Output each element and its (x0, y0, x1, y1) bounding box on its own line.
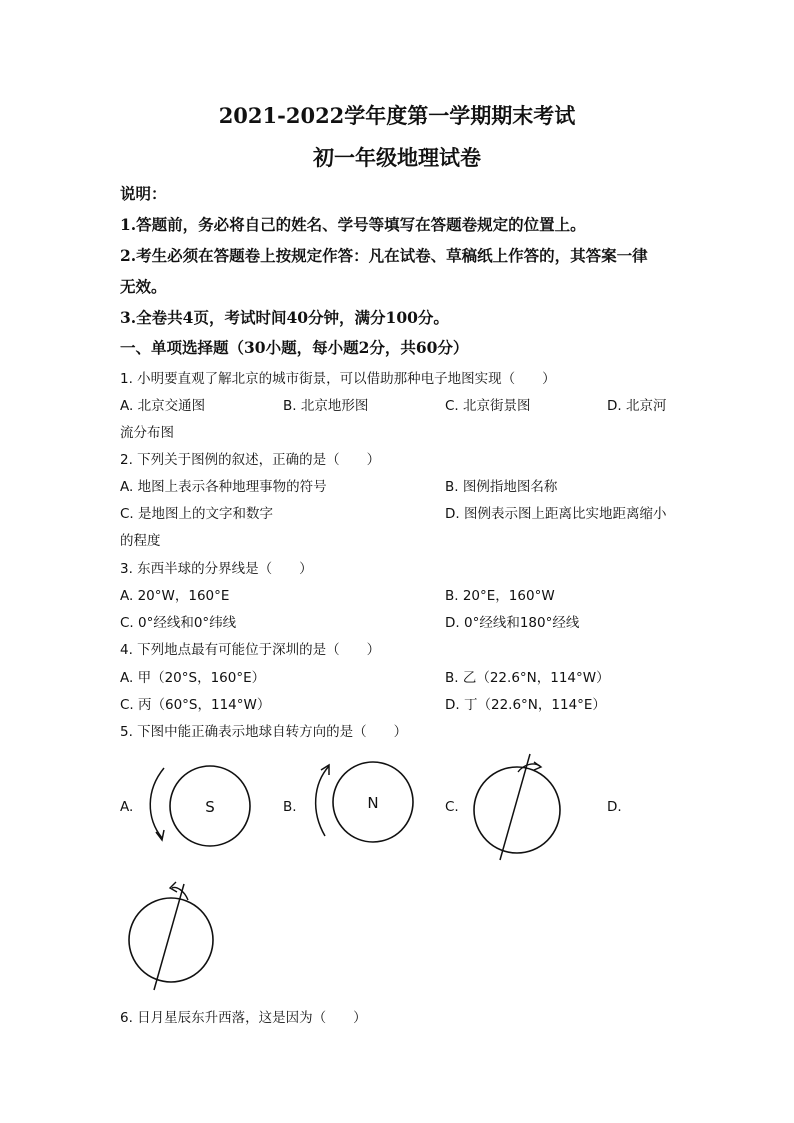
arrow-head-icon (534, 762, 541, 770)
exam-subtitle: 初一年级地理试卷 (313, 145, 481, 170)
question-2-option-c: C. 是地图上的文字和数字 (120, 506, 274, 522)
question-4-option-a: A. 甲（20°S，160°E） (120, 670, 266, 686)
question-6-stem: 6. 日月星辰东升西落，这是因为（ ） (120, 1010, 367, 1026)
question-1-option-d: D. 北京河 (607, 398, 667, 414)
instructions-heading: 说明： (120, 184, 167, 203)
figure-a-globe (140, 760, 260, 850)
figure-c-globe (468, 750, 578, 865)
question-5-option-a: A. (120, 799, 134, 815)
pole-label: S (205, 798, 215, 816)
question-1-option-b: B. 北京地形图 (283, 398, 369, 414)
question-4-option-d: D. 丁（22.6°N，114°E） (445, 697, 606, 713)
question-2-stem: 2. 下列关于图例的叙述，正确的是（ ） (120, 452, 381, 468)
exam-title: 2021-2022学年度第一学期期末考试 (218, 103, 576, 128)
question-3-option-d: D. 0°经线和180°经线 (445, 615, 580, 631)
pole-label: N (367, 794, 379, 812)
question-1-option-a: A. 北京交通图 (120, 398, 206, 414)
question-5-option-c: C. (445, 799, 459, 815)
question-3-option-b: B. 20°E，160°W (445, 588, 555, 604)
question-1-option-c: C. 北京街景图 (445, 398, 531, 414)
instruction-item-2: 2.考生必须在答题卷上按规定作答：凡在试卷、草稿纸上作答的，其答案一律 (120, 246, 648, 265)
instruction-item-1: 1.答题前，务必将自己的姓名、学号等填写在答题卷规定的位置上。 (120, 215, 586, 234)
question-1-stem: 1. 小明要直观了解北京的城市街景，可以借助那种电子地图实现（ ） (120, 371, 556, 387)
question-2-option-b: B. 图例指地图名称 (445, 479, 558, 495)
question-4-stem: 4. 下列地点最有可能位于深圳的是（ ） (120, 642, 381, 658)
rotation-arrow (150, 768, 164, 838)
question-5-stem: 5. 下图中能正确表示地球自转方向的是（ ） (120, 724, 408, 740)
question-3-option-a: A. 20°W，160°E (120, 588, 230, 604)
earth-axis (500, 754, 530, 860)
globe-circle (474, 767, 560, 853)
question-4-option-c: C. 丙（60°S，114°W） (120, 697, 271, 713)
figure-b-globe (305, 760, 425, 850)
figure-d-globe (126, 876, 226, 994)
instruction-item-3: 3.全卷共4页，考试时间40分钟，满分100分。 (120, 308, 449, 327)
question-4-option-b: B. 乙（22.6°N，114°W） (445, 670, 610, 686)
question-3-option-c: C. 0°经线和0°纬线 (120, 615, 237, 631)
instruction-item-2-cont: 无效。 (120, 277, 167, 296)
question-1-option-d-cont: 流分布图 (120, 425, 174, 441)
question-2-option-d: D. 图例表示图上距离比实地距离缩小 (445, 506, 667, 522)
section-heading: 一、单项选择题（30小题，每小题2分，共60分） (120, 338, 469, 357)
globe-circle (129, 898, 213, 982)
question-2-option-d-cont: 的程度 (120, 533, 161, 549)
question-2-option-a: A. 地图上表示各种地理事物的符号 (120, 479, 327, 495)
question-3-stem: 3. 东西半球的分界线是（ ） (120, 561, 313, 577)
rotation-arrow (316, 766, 329, 836)
question-5-option-b: B. (283, 799, 297, 815)
question-5-option-d: D. (607, 799, 622, 815)
